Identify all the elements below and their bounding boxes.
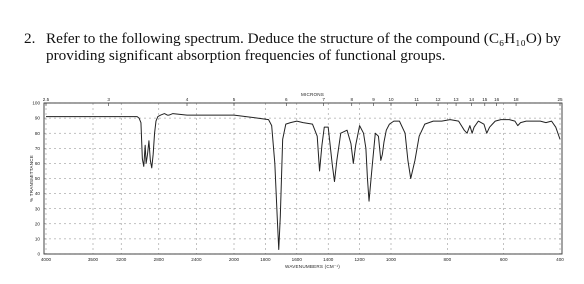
y-tick-label: 80 [34, 130, 40, 136]
x-tick-label: 3500 [87, 257, 99, 262]
micron-tick-label: 8 [350, 97, 354, 102]
micron-tick-label: 10 [388, 97, 394, 102]
x-tick-label: 1000 [385, 257, 397, 262]
x-tick-label: 1800 [260, 257, 271, 262]
micron-tick-label: 14 [468, 97, 475, 102]
micron-tick-label: 2.5 [42, 97, 50, 102]
x-tick-label: 1200 [354, 257, 365, 262]
micron-tick-label: 4 [185, 97, 189, 102]
y-tick-label: 50 [34, 176, 40, 182]
x-tick-label: 400 [556, 257, 564, 262]
y-tick-label: 30 [34, 206, 40, 212]
micron-tick-label: 6 [284, 97, 288, 102]
y-tick-label: 60 [34, 161, 40, 166]
micron-tick-label: 18 [513, 97, 519, 102]
x-tick-label: 4000 [40, 257, 52, 262]
y-tick-label: 0 [37, 251, 40, 257]
y-tick-label: 100 [32, 100, 40, 106]
x-tick-label: 600 [499, 257, 508, 262]
microns-axis-label: MICRONS [300, 92, 325, 97]
x-tick-label: 1600 [291, 257, 302, 262]
y-tick-label: 90 [34, 115, 40, 121]
y-axis-label: % TRANSMITTANCE [29, 155, 34, 202]
micron-tick-label: 5 [232, 97, 236, 102]
y-tick-label: 40 [34, 191, 40, 197]
question-text: Refer to the following spectrum. Deduce the structure of the compound (C₆H₁₀O) by providing significant absorption frequencies of functional groups. [46, 30, 561, 64]
y-tick-label: 20 [34, 221, 40, 227]
x-tick-label: 800 [443, 257, 452, 262]
x-tick-label: 2000 [228, 257, 240, 262]
spectrum-trace [46, 114, 560, 250]
micron-tick-label: 15 [482, 97, 488, 102]
micron-tick-label: 12 [435, 97, 441, 102]
question-number: 2. [24, 30, 36, 47]
y-tick-label: 10 [34, 236, 40, 242]
micron-tick-label: 7 [322, 97, 325, 102]
x-tick-label: 3200 [116, 257, 127, 262]
micron-tick-label: 3 [107, 97, 110, 102]
micron-tick-label: 13 [453, 97, 459, 102]
x-tick-label: 2400 [191, 257, 202, 262]
x-axis-label: WAVENUMBERS (CM⁻¹) [284, 264, 341, 269]
micron-tick-label: 25 [557, 97, 563, 102]
micron-tick-label: 16 [494, 97, 500, 102]
micron-tick-label: 11 [414, 97, 420, 102]
y-tick-label: 70 [34, 145, 40, 151]
micron-tick-label: 9 [372, 97, 375, 102]
x-tick-label: 2800 [153, 257, 164, 262]
x-tick-label: 1400 [323, 257, 334, 262]
